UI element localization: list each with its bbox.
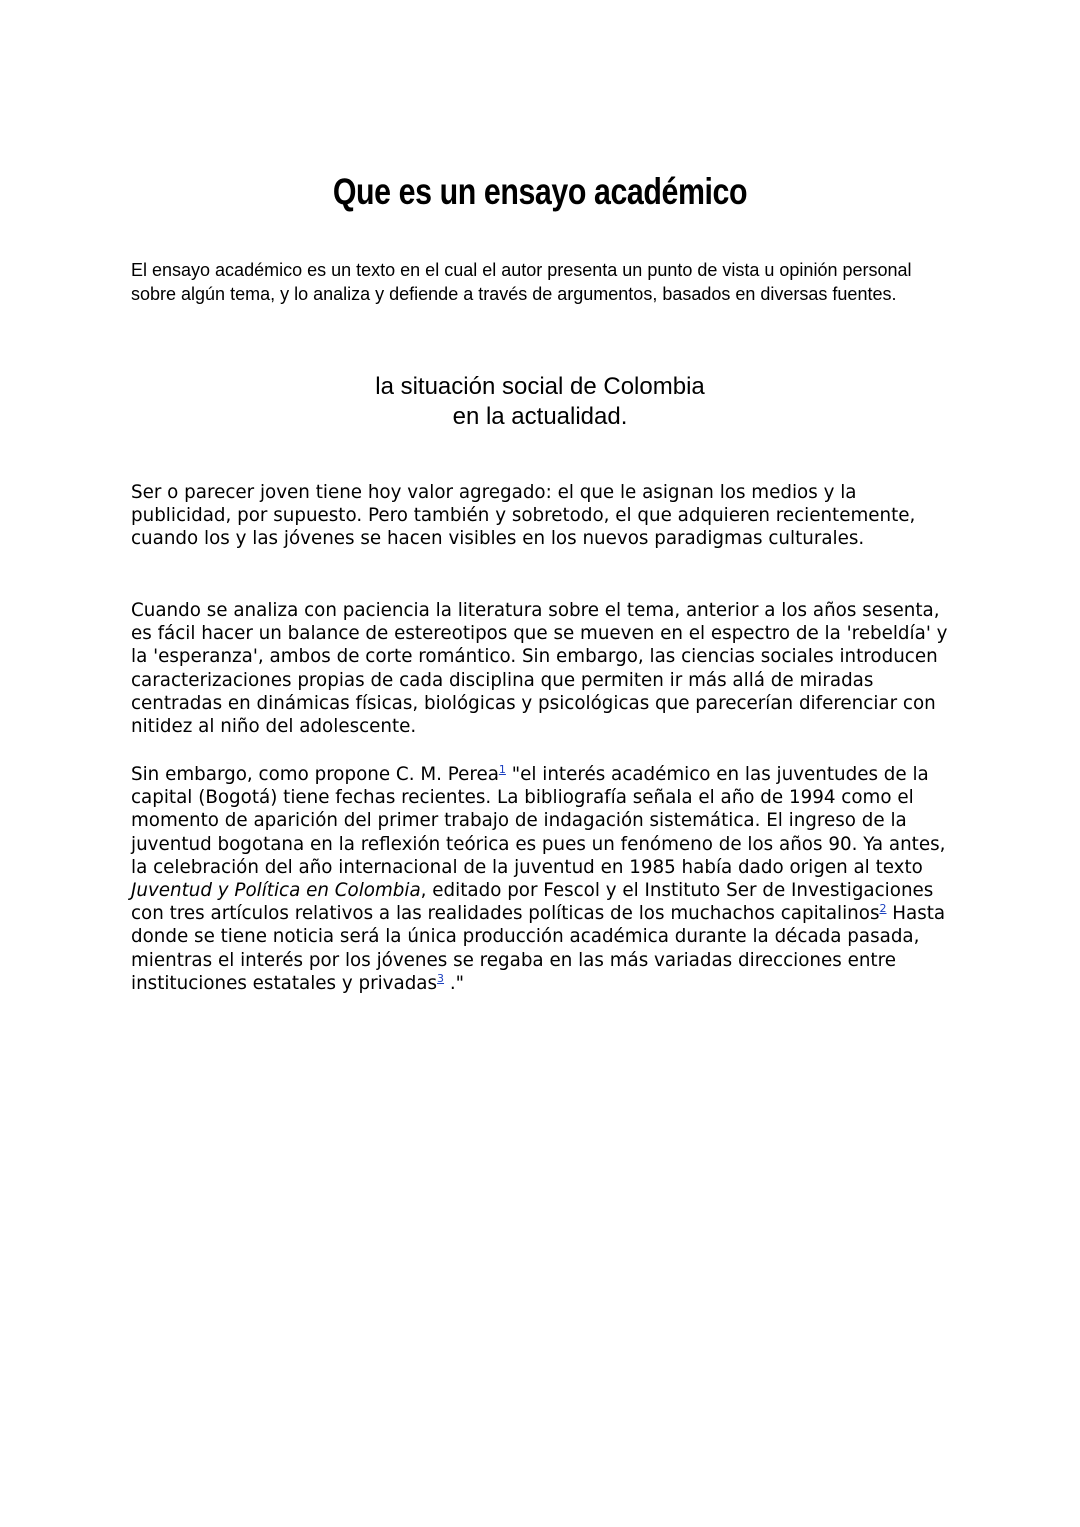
subtitle-line-2: en la actualidad.: [452, 403, 628, 430]
footnote-link-3[interactable]: 3: [437, 971, 445, 985]
footnote-link-1[interactable]: 1: [498, 763, 506, 776]
paragraph-3-text-5: .": [444, 972, 465, 994]
subtitle-line-1: la situación social de Colombia: [375, 373, 705, 400]
paragraph-3-text-2: "el interés académico en las juventudes de la capital (Bogotá) tiene fechas recientes. La bibliografía señala el año de 1994 como el momento de aparición del primer trabajo de indagación sistemática. El ingreso de la juventud bogotana en la reflexión teórica es pues un fenómeno de los años 90. Ya antes, la celebración del año internacional de la juventud en 1985 había dado origen al texto: [131, 764, 946, 878]
paragraph-3-text-1: Sin embargo, como propone C. M. Perea: [131, 764, 499, 785]
paragraph-3-text-4: Hasta donde se tiene noticia será la única producción académica durante la década pasada, mientras el interés por los jóvenes se regaba en las más variadas direcciones entre instituciones estatales y privadas: [131, 903, 946, 994]
body-paragraph-2: Cuando se analiza con paciencia la literatura sobre el tema, anterior a los años sesenta, es fácil hacer un balance de estereotipos que se mueven en el espectro de la 'rebeldía' y la 'esperanza', ambos de corte romántico. Sin embargo, las ciencias sociales introducen caracterizaciones propias de cada disciplina que permiten ir más allá de miradas centradas en dinámicas físicas, biológicas y psicológicas que parecerían diferenciar con nitidez al niño del adolescente.: [131, 600, 948, 738]
paragraph-3-text-3: , editado por Fescol y el Instituto Ser de Investigaciones con tres artículos relativos a las realidades políticas de los muchachos capitalinos: [131, 880, 934, 925]
essay-subtitle: [0, 372, 1080, 432]
body-paragraph-1: Ser o parecer joven tiene hoy valor agregado: el que le asignan los medios y la publicidad, por supuesto. Pero también y sobretodo, el que adquieren recientemente, cuando los y las jóvenes se hacen visibles en los nuevos paradigmas culturales.: [131, 482, 916, 550]
page-title: Que es un ensayo académico: [332, 171, 748, 212]
book-title-italic: Juventud y Política en Colombia: [131, 880, 421, 902]
footnote-link-2[interactable]: 2: [879, 902, 887, 916]
intro-paragraph: El ensayo académico es un texto en el cual el autor presenta un punto de vista u opinión personal sobre algún tema, y lo analiza y defiende a través de argumentos, basados en diversas fuentes.: [131, 260, 912, 304]
body-paragraph-3: [131, 763, 951, 995]
